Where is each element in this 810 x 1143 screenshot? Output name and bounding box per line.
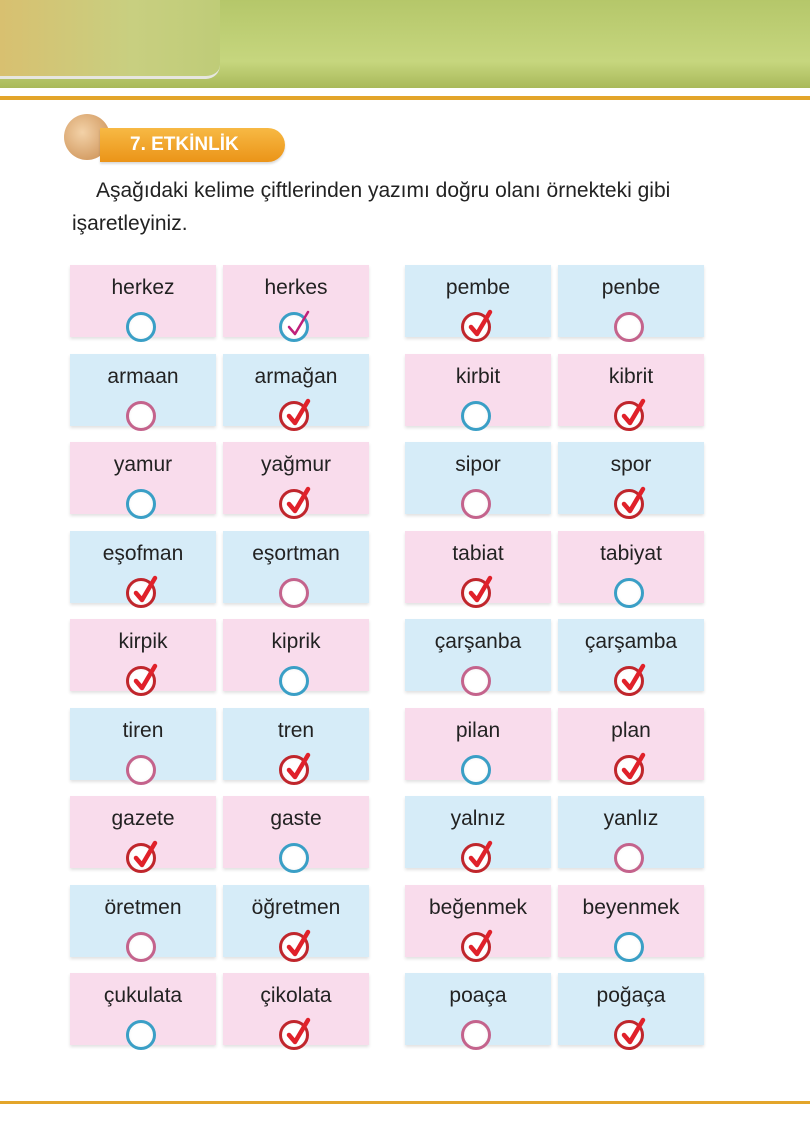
header-banner — [0, 0, 810, 88]
checked-answer-circle[interactable] — [279, 755, 309, 785]
bottom-divider — [0, 1101, 810, 1104]
word-label: armağan — [254, 364, 338, 388]
word-label: pembe — [445, 276, 511, 299]
word-label: poğaça — [596, 984, 666, 1007]
word-cell — [70, 531, 216, 603]
word-cell — [70, 885, 216, 957]
answer-circle[interactable] — [614, 932, 644, 962]
word-cell — [405, 531, 551, 603]
answer-circle[interactable] — [279, 666, 309, 696]
checked-answer-circle[interactable] — [614, 1020, 644, 1050]
checked-answer-circle[interactable] — [461, 578, 491, 608]
checked-answer-circle[interactable] — [126, 666, 156, 696]
word-label: beyenmek — [582, 895, 680, 919]
checkmark-icon — [284, 926, 312, 960]
top-divider — [0, 96, 810, 100]
word-cell — [223, 354, 369, 426]
word-cell — [558, 973, 704, 1045]
word-cell — [405, 796, 551, 868]
checked-answer-circle[interactable] — [279, 489, 309, 519]
word-cell — [223, 442, 369, 514]
header-image — [0, 0, 220, 79]
checked-answer-circle[interactable] — [461, 843, 491, 873]
checkmark-icon — [619, 395, 647, 429]
word-label: yamur — [113, 453, 173, 476]
word-cell — [70, 354, 216, 426]
word-cell — [558, 619, 704, 691]
checkmark-icon — [466, 306, 494, 340]
word-label: yanlız — [603, 807, 659, 830]
word-label: poaça — [449, 984, 507, 1007]
word-label: öğretmen — [251, 895, 341, 919]
checked-answer-circle[interactable] — [126, 578, 156, 608]
word-label: çarşamba — [584, 630, 678, 653]
checkmark-icon — [466, 837, 494, 871]
word-cell — [223, 265, 369, 337]
word-label: penbe — [601, 276, 661, 299]
word-cell — [558, 885, 704, 957]
answer-circle[interactable] — [614, 578, 644, 608]
checkmark-icon — [284, 1014, 312, 1048]
word-cell — [223, 619, 369, 691]
answer-circle[interactable] — [126, 1020, 156, 1050]
activity-badge — [100, 128, 285, 162]
answer-circle[interactable] — [614, 843, 644, 873]
word-cell — [558, 531, 704, 603]
word-cell — [70, 796, 216, 868]
answer-circle[interactable] — [126, 312, 156, 342]
activity-title: 7. ETKİNLİK — [130, 134, 239, 155]
word-label: kiprik — [271, 630, 321, 653]
word-label: sipor — [455, 453, 501, 476]
word-cell — [405, 973, 551, 1045]
checkmark-icon — [284, 306, 312, 340]
word-cell — [70, 708, 216, 780]
word-label: plan — [611, 718, 651, 742]
checked-answer-circle[interactable] — [279, 932, 309, 962]
checked-answer-circle[interactable] — [126, 843, 156, 873]
word-cell — [405, 619, 551, 691]
checkmark-icon — [466, 926, 494, 960]
word-cell — [405, 885, 551, 957]
word-cell — [70, 442, 216, 514]
checkmark-icon — [619, 483, 647, 517]
word-label: gaste — [270, 807, 322, 830]
checkmark-icon — [131, 837, 159, 871]
answer-circle[interactable] — [614, 312, 644, 342]
answer-circle[interactable] — [461, 1020, 491, 1050]
word-label: beğenmek — [428, 895, 528, 919]
checkmark-icon — [131, 660, 159, 694]
word-label: kirpik — [118, 630, 168, 653]
answer-circle[interactable] — [126, 755, 156, 785]
word-label: öretmen — [104, 895, 182, 919]
word-label: eşofman — [102, 541, 184, 565]
word-label: armaan — [107, 364, 179, 388]
word-cell — [558, 354, 704, 426]
word-cell — [223, 885, 369, 957]
instruction-text: Aşağıdaki kelime çiftlerinden yazımı doğru olanı örnekteki gibi işaretleyiniz. — [72, 179, 671, 235]
checked-answer-circle[interactable] — [614, 401, 644, 431]
checkmark-icon — [466, 572, 494, 606]
answer-circle[interactable] — [279, 843, 309, 873]
word-cell — [405, 442, 551, 514]
answer-circle[interactable] — [126, 489, 156, 519]
answer-circle[interactable] — [461, 755, 491, 785]
checkmark-icon — [619, 1014, 647, 1048]
word-label: yalnız — [450, 807, 506, 830]
answer-circle[interactable] — [279, 578, 309, 608]
word-cell — [70, 619, 216, 691]
word-cell — [558, 708, 704, 780]
word-label: spor — [610, 453, 652, 476]
checked-answer-circle[interactable] — [614, 666, 644, 696]
checkmark-icon — [619, 660, 647, 694]
word-label: pilan — [455, 718, 501, 742]
word-cell — [223, 973, 369, 1045]
checked-answer-circle[interactable] — [279, 401, 309, 431]
answer-circle[interactable] — [126, 932, 156, 962]
word-label: tiren — [122, 718, 164, 742]
checked-answer-circle[interactable] — [279, 1020, 309, 1050]
word-label: tabiyat — [600, 541, 662, 565]
answer-circle[interactable] — [461, 401, 491, 431]
word-cell — [558, 796, 704, 868]
word-label: çikolata — [260, 984, 332, 1007]
answer-circle[interactable] — [461, 489, 491, 519]
checked-answer-circle[interactable] — [614, 489, 644, 519]
word-cell — [70, 265, 216, 337]
word-cell — [70, 973, 216, 1045]
word-label: çarşanba — [434, 630, 522, 653]
word-label: tren — [277, 718, 315, 742]
checkmark-icon — [284, 749, 312, 783]
word-label: herkez — [111, 276, 175, 299]
word-cell — [405, 354, 551, 426]
word-cell — [223, 531, 369, 603]
word-label: kibrit — [608, 364, 654, 388]
checked-answer-circle[interactable] — [279, 312, 309, 342]
word-label: eşortman — [252, 541, 340, 565]
word-label: tabiat — [452, 541, 504, 565]
word-cell — [558, 265, 704, 337]
word-label: gazete — [111, 807, 175, 830]
word-cell — [558, 442, 704, 514]
word-label: çukulata — [103, 984, 183, 1007]
answer-circle[interactable] — [126, 401, 156, 431]
word-label: yağmur — [260, 453, 332, 476]
checkmark-icon — [131, 572, 159, 606]
word-cell — [223, 708, 369, 780]
checked-answer-circle[interactable] — [461, 312, 491, 342]
word-cell — [405, 708, 551, 780]
word-cell — [405, 265, 551, 337]
word-cell — [223, 796, 369, 868]
answer-circle[interactable] — [461, 666, 491, 696]
checked-answer-circle[interactable] — [614, 755, 644, 785]
checked-answer-circle[interactable] — [461, 932, 491, 962]
word-label: herkes — [264, 276, 328, 299]
checkmark-icon — [284, 395, 312, 429]
word-label: kirbit — [455, 364, 501, 388]
checkmark-icon — [284, 483, 312, 517]
checkmark-icon — [619, 749, 647, 783]
